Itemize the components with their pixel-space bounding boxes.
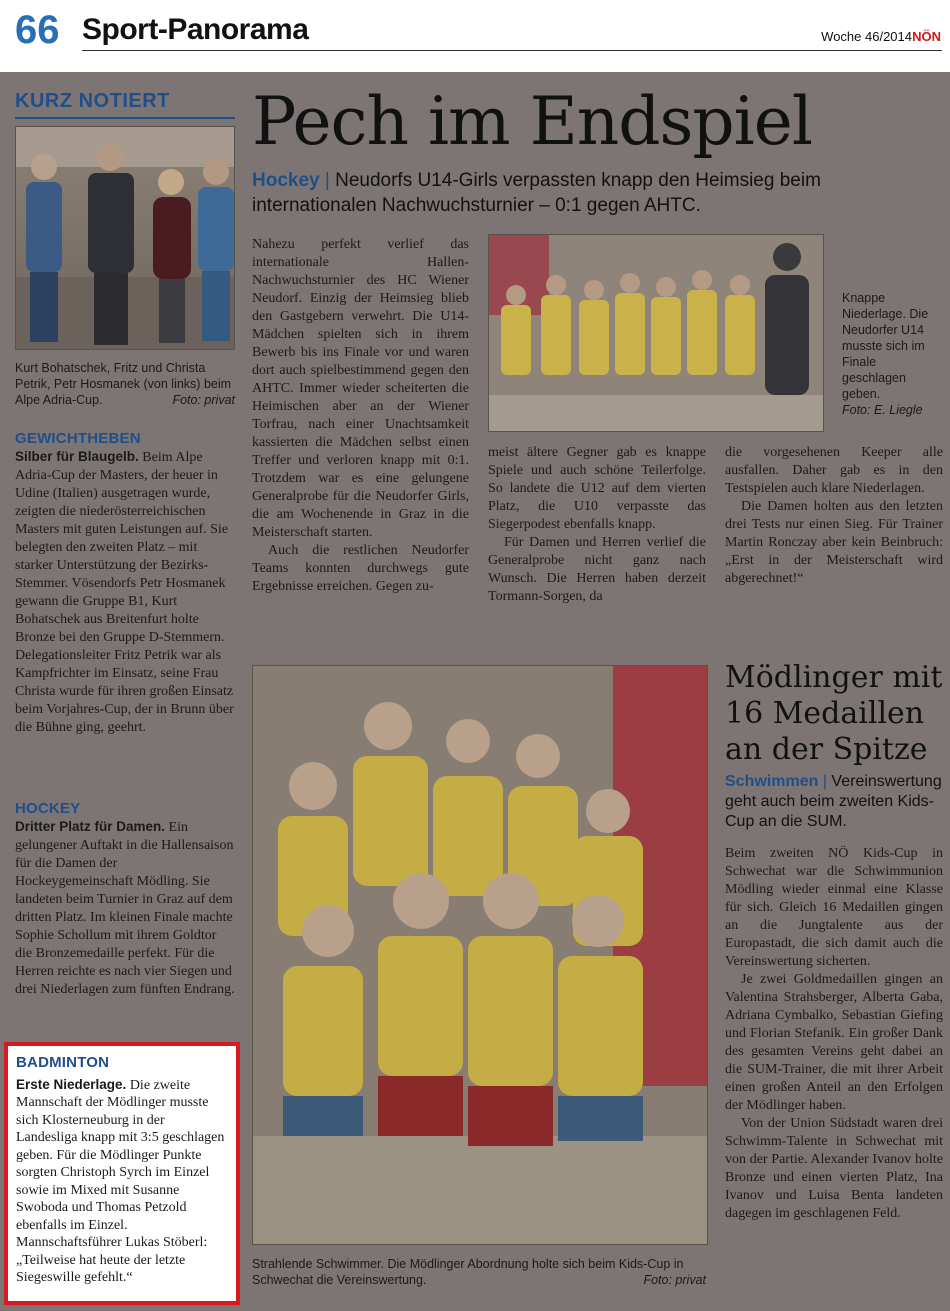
hockey-brief bbox=[15, 800, 235, 999]
swimmers-photo-caption bbox=[252, 1256, 706, 1288]
paragraph: Nahezu perfekt verlief das internationale Hallen-Nachwuchsturnier des HC Wiener Neudorf. Einzig der Heimsieg blieb den Gastgebern verwehrt. Die U14-Mädchen spielten sich in ihrem Bewerb bis ins Finale vor und waren dort auch spielbestimmend gegen den AHTC. Immer wieder scheiterten die Heimischen aber an der Wiener Torfrau, nach einer Unachtsamkeit kassierten die Mädchen selbst einen Treffer und verloren knapp mit 0:1. Trotzdem war es eine gelungene Generalprobe für die Neudorfer Girls, die am Wochenende in Graz in die Meisterschaft starten. bbox=[252, 237, 469, 540]
deck-text: Vereinswertung geht auch beim zweiten Kids-Cup an die SUM. bbox=[725, 773, 942, 830]
paragraph: Auch die restlichen Neudorfer Teams konnten durchwegs gute Ergebnisse erreichen. Gegen zu- bbox=[252, 543, 469, 594]
hockey-team-photo bbox=[488, 234, 824, 432]
caption-text: Strahlende Schwimmer. Die Mödlinger Abordnung holte sich beim Kids-Cup in Schwechat die Vereinswertung. bbox=[252, 1257, 684, 1287]
swimmers-photo bbox=[252, 665, 708, 1245]
sidebar-rule bbox=[15, 117, 235, 119]
issue-week: Woche 46/2014 bbox=[821, 29, 912, 44]
group-photo-illustration bbox=[16, 127, 234, 349]
sidebar-photo-caption bbox=[15, 360, 235, 408]
page-number: 66 bbox=[15, 8, 60, 52]
photo-credit: Foto: privat bbox=[643, 1273, 706, 1287]
brand-logo: NÖN bbox=[912, 29, 941, 44]
deck-text: Neudorfs U14-Girls verpassten knapp den Heimsieg beim internationalen Nachwuchsturnier – 0:1 gegen AHTC. bbox=[252, 170, 821, 216]
photo-credit: Foto: E. Liegle bbox=[842, 403, 923, 417]
paragraph: meist ältere Gegner gab es knappe Spiele und auch schöne Teilerfolge. So landete die U12 auf dem vierten Platz, die U10 verpasste das Siegerpodest ebenfalls knapp. bbox=[488, 445, 706, 532]
section-title: Sport-Panorama bbox=[82, 13, 309, 46]
article-column-1 bbox=[252, 236, 469, 596]
paragraph: die vorgesehenen Keeper alle ausfallen. Daher gab es in den Testspielen auch klare Niederlagen. bbox=[725, 445, 943, 496]
article-headline: Pech im Endspiel bbox=[252, 83, 812, 160]
article-column-2 bbox=[488, 444, 706, 606]
swimmers-photo-illustration bbox=[253, 666, 707, 1244]
article-kicker: Schwimmen bbox=[725, 773, 819, 790]
paragraph: Die Damen holten aus den letzten drei Tests nur einen Sieg. Für Trainer Martin Ronczay aber kein Beinbruch: „Erst in der Meisterschaft wird abgerechnet!“ bbox=[725, 499, 943, 586]
photo-credit: Foto: privat bbox=[172, 393, 235, 407]
paragraph: Für Damen und Herren verlief die Generalprobe nicht ganz nach Wunsch. Die Herren haben derzeit Tormann-Sorgen, da bbox=[488, 535, 706, 604]
sidebar-title: KURZ NOTIERT bbox=[15, 90, 170, 112]
caption-text: Kurt Bohatschek, Fritz und Christa Petrik, Petr Hosmanek (von links) beim Alpe Adria-Cup. bbox=[15, 361, 232, 407]
brief-text: Beim Alpe Adria-Cup der Masters, der heuer in Udine (Italien) ausgetragen wurde, zeigten die niederösterreichischen Masters mit guten Leistungen auf. Sie belegten den zweiten Platz – mit starker Unterstützung der Bezirks-Stemmer. Vösendorfs Petr Hosmanek gewann die Gruppe B1, Kurt Bohatschek aus Breitenfurt holte Bronze bei den Gruppe D-Stemmern. Delegationsleiter Fritz Petrik war als Kampfrichter im Einsatz, seine Frau Christa wurde für ihren großen Einsatz beim Vorjahres-Cup, der in Brunn über die Bühne ging, geehrt. bbox=[15, 450, 234, 735]
article-kicker: Hockey bbox=[252, 170, 320, 191]
caption-text: Knappe Niederlage. Die Neudorfer U14 musste sich im Finale geschlagen geben. bbox=[842, 291, 929, 401]
gewichtheben-brief bbox=[15, 430, 235, 737]
article-deck: Hockey | Neudorfs U14-Girls verpassten knapp den Heimsieg beim internationalen Nachwuchsturnier – 0:1 gegen AHTC. bbox=[252, 170, 821, 216]
paragraph: Von der Union Südstadt waren drei Schwimm-Talente in Schwechat mit von der Partie. Alexander Ivanov holte Bronze und einen vierten Platz, Ina Ivanov und Luisa Benta landeten dagegen im geschlagenen Feld. bbox=[725, 1116, 943, 1221]
article-deck: Schwimmen | Vereinswertung geht auch beim zweiten Kids-Cup an die SUM. bbox=[725, 773, 942, 830]
brief-lead: Silber für Blaugelb. bbox=[15, 449, 139, 464]
article-column-4 bbox=[725, 845, 943, 1223]
brief-text: Die zweite Mannschaft der Mödlinger musste sich Klosterneuburg in der Landesliga knapp mit 3:5 geschlagen geben. Für die Mödlinger Punkte sorgten Christoph Syrch im Einzel sowie im Mixed mit Susanne Swoboda und Thomas Petzold ebenfalls im Einzel. Mannschaftsführer Lukas Stöberl: „Teilweise hat heute der letzte Siegeswille gefehlt.“ bbox=[16, 1077, 225, 1285]
paragraph: Je zwei Goldmedaillen gingen an Valentina Strahsberger, Alberta Gaba, Adriana Cymbalko, Sebastian Giefing und Florian Stefanik. Ein großer Dank des gesamten Vereins geht dabei an die SUM-Trainer, die mit ihrer Arbeit einen großen Anteil an den Erfolgen der Mödlinger haben. bbox=[725, 972, 943, 1113]
page-header bbox=[0, 0, 950, 72]
brief-text: Ein gelungener Auftakt in die Hallensaison für die Damen der Hockeygemeinschaft Mödling. Sie landeten beim Turnier in Graz auf dem dritten Platz. Im kleinen Finale machte Sophie Schollum mit ihrem Goldtor die Bronzemedaille perfekt. Für die Herren reichte es nach vier Siegen und drei Niederlagen zum fünften Endrang. bbox=[15, 820, 235, 997]
article-headline: Mödlinger mit 16 Medaillen an der Spitze bbox=[725, 660, 943, 767]
hockey-photo-caption bbox=[842, 290, 942, 418]
header-rule bbox=[82, 50, 942, 51]
brief-kicker: GEWICHTHEBEN bbox=[15, 430, 141, 447]
article-column-3 bbox=[725, 444, 943, 588]
brief-lead: Dritter Platz für Damen. bbox=[15, 819, 166, 834]
badminton-brief bbox=[4, 1042, 240, 1305]
brief-kicker: HOCKEY bbox=[15, 800, 81, 817]
hockey-photo-illustration bbox=[489, 235, 823, 431]
paragraph: Beim zweiten NÖ Kids-Cup in Schwechat war die Schwimmunion Mödling wieder einmal eine Klasse für sich. Gleich 16 Medaillen gingen an die Jungtalente aus der Europastadt, die sich damit auch die Vereinswertung sicherten. bbox=[725, 846, 943, 969]
brief-kicker: BADMINTON bbox=[16, 1054, 110, 1071]
brief-lead: Erste Niederlage. bbox=[16, 1076, 127, 1092]
sidebar-photo bbox=[15, 126, 235, 350]
